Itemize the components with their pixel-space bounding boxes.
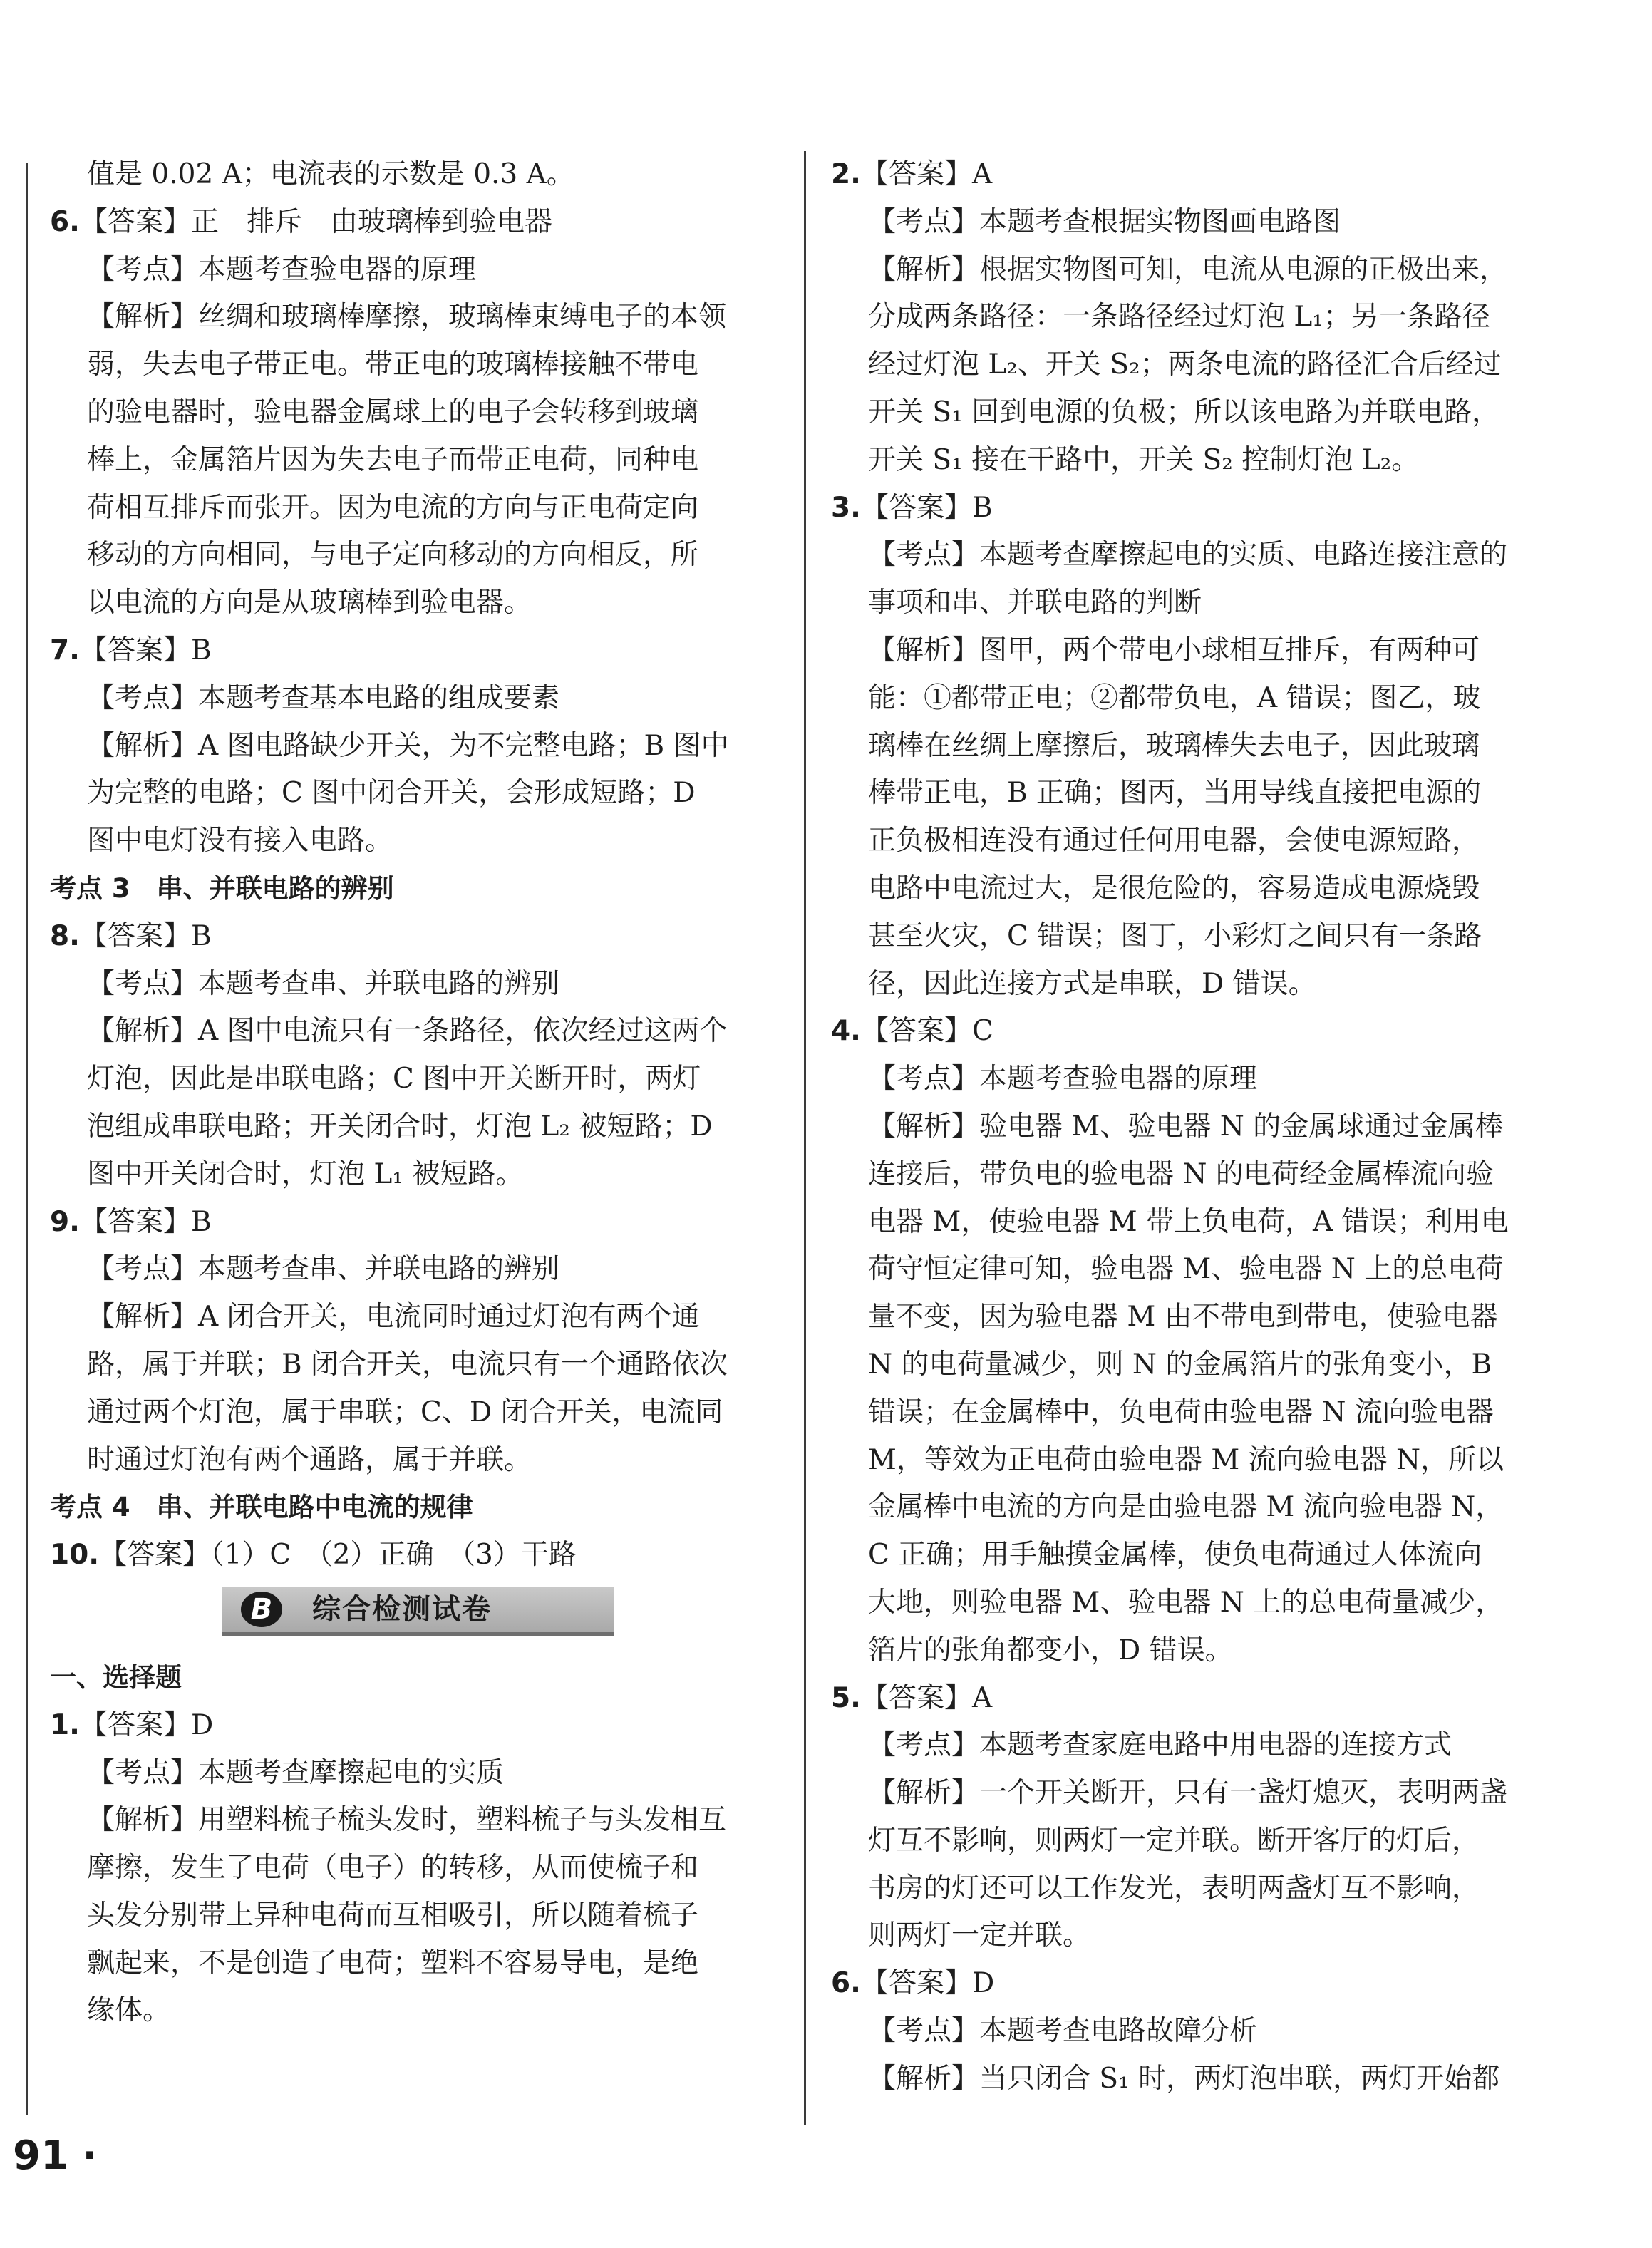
answer-line	[50, 1199, 770, 1247]
text-line: 为完整的电路；C 图中闭合开关，会形成短路；D	[87, 777, 696, 810]
text-line: 图中开关闭合时，灯泡 L₁ 被短路。	[87, 1157, 524, 1190]
section-b-icon: B	[241, 1592, 282, 1627]
answer-line	[831, 151, 1551, 199]
text-line: 值是 0.02 A；电流表的示数是 0.3 A。	[87, 158, 574, 190]
question-number: 3.	[831, 491, 861, 524]
text-line: 书房的灯还可以工作发光，表明两盏灯互不影响，	[868, 1872, 1480, 1904]
text-line: 连接后，带负电的验电器 N 的电荷经金属棒流向验	[868, 1157, 1494, 1190]
text-line: 以电流的方向是从玻璃棒到验电器。	[87, 587, 532, 619]
answer-line	[50, 1532, 770, 1579]
answer-text: 【答案】B	[79, 634, 212, 666]
label-line: 【解析】根据实物图可知，电流从电源的正极出来，	[868, 253, 1508, 286]
section-banner	[50, 1579, 770, 1654]
question-number: 6.	[831, 1967, 861, 2000]
section-heading: 考点 3 串、并联电路的辨别	[50, 872, 394, 904]
text-line: 电路中电流过大，是很危险的，容易造成电源烧毁	[868, 872, 1480, 904]
label-line: 【考点】本题考查电路故障分析	[868, 2015, 1258, 2048]
text-line: 的验电器时，验电器金属球上的电子会转移到玻璃	[87, 396, 699, 428]
question-number: 8.	[50, 919, 80, 952]
page-number: 91 ·	[13, 2133, 98, 2179]
answer-line	[50, 1702, 770, 1750]
text-line: 开关 S₁ 接在干路中，开关 S₂ 控制灯泡 L₂。	[868, 443, 1420, 476]
text-line: N 的电荷量减少，则 N 的金属箔片的张角变小，B	[868, 1348, 1492, 1381]
column-divider	[804, 151, 806, 2125]
answer-line	[831, 485, 1551, 532]
answer-text: 【答案】C	[860, 1015, 993, 1048]
answer-text: 【答案】D	[860, 1967, 995, 2000]
label-line: 【考点】本题考查基本电路的组成要素	[87, 681, 560, 714]
answer-text: 【答案】D	[79, 1708, 214, 1741]
question-number: 9.	[50, 1205, 80, 1238]
text-line: 灯泡，因此是串联电路；C 图中开关断开时，两灯	[87, 1063, 701, 1095]
section-heading: 一、选择题	[50, 1661, 182, 1693]
text-line: 时通过灯泡有两个通路，属于并联。	[87, 1443, 532, 1476]
text-line: 电器 M，使验电器 M 带上负电荷，A 错误；利用电	[868, 1205, 1509, 1238]
text-line: 则两灯一定并联。	[868, 1919, 1091, 1952]
text-line: 头发分别带上异种电荷而互相吸引，所以随着梳子	[87, 1899, 699, 1932]
label-line: 【考点】本题考查根据实物图画电路图	[868, 205, 1341, 238]
left-column	[50, 151, 770, 2035]
text-line: 璃棒在丝绸上摩擦后，玻璃棒失去电子，因此玻璃	[868, 729, 1480, 762]
question-number: 1.	[50, 1708, 80, 1741]
label-line: 【解析】一个开关断开，只有一盏灯熄灭，表明两盏	[868, 1777, 1508, 1810]
text-line: 错误；在金属棒中，负电荷由验电器 N 流向验电器	[868, 1396, 1494, 1428]
label-line: 【解析】用塑料梳子梳头发时，塑料梳子与头发相互	[87, 1804, 727, 1837]
question-number: 5.	[831, 1681, 861, 1714]
question-number: 6.	[50, 205, 80, 238]
label-line: 【考点】本题考查摩擦起电的实质	[87, 1756, 505, 1789]
label-line: 【解析】A 图电路缺少开关，为不完整电路；B 图中	[87, 729, 729, 762]
answer-line	[831, 1675, 1551, 1723]
text-line: 金属棒中电流的方向是由验电器 M 流向验电器 N，	[868, 1491, 1504, 1524]
text-line: 泡组成串联电路；开关闭合时，灯泡 L₂ 被短路；D	[87, 1110, 713, 1143]
answer-text: 【答案】A	[860, 1681, 993, 1714]
text-line: 能：①都带正电；②都带负电，A 错误；图乙，玻	[868, 681, 1481, 714]
answer-text: 【答案】A	[860, 158, 993, 190]
label-line: 【考点】本题考查验电器的原理	[87, 253, 477, 286]
text-line: 移动的方向相同，与电子定向移动的方向相反，所	[87, 539, 699, 572]
right-column	[831, 151, 1551, 2103]
text-line: 灯互不影响，则两灯一定并联。断开客厅的灯后，	[868, 1824, 1480, 1857]
left-margin-rule	[26, 163, 28, 2115]
answer-text: 【答案】B	[79, 1205, 212, 1238]
banner-title: 综合检测试卷	[312, 1592, 492, 1626]
text-line: 荷相互排斥而张开。因为电流的方向与正电荷定向	[87, 491, 699, 524]
text-line: 缘体。	[87, 1994, 171, 2027]
text-line: 通过两个灯泡，属于串联；C、D 闭合开关，电流同	[87, 1396, 723, 1428]
section-heading: 考点 4 串、并联电路中电流的规律	[50, 1492, 473, 1523]
answer-line	[50, 627, 770, 675]
text-line: M，等效为正电荷由验电器 M 流向验电器 N，所以	[868, 1443, 1504, 1476]
text-line: 正负极相连没有通过任何用电器，会使电源短路，	[868, 825, 1480, 857]
text-line: 开关 S₁ 回到电源的负极；所以该电路为并联电路，	[868, 396, 1500, 428]
banner-box	[222, 1587, 614, 1636]
answer-text: 【答案】（1）C （2）正确 （3）干路	[99, 1539, 577, 1572]
text-line: 甚至火灾，C 错误；图丁，小彩灯之间只有一条路	[868, 919, 1482, 952]
text-line: C 正确；用手触摸金属棒，使负电荷通过人体流向	[868, 1539, 1482, 1572]
text-line: 经过灯泡 L₂、开关 S₂；两条电流的路径汇合后经过	[868, 349, 1502, 381]
answer-line	[831, 1008, 1551, 1056]
answer-line	[831, 1960, 1551, 2008]
answer-text: 【答案】正 排斥 由玻璃棒到验电器	[79, 205, 552, 238]
question-number: 7.	[50, 634, 80, 666]
label-line: 【考点】本题考查验电器的原理	[868, 1063, 1258, 1095]
answer-text: 【答案】B	[79, 919, 212, 952]
label-line: 【考点】本题考查串、并联电路的辨别	[87, 967, 560, 1000]
text-line: 事项和串、并联电路的判断	[868, 587, 1202, 619]
label-line: 【解析】A 图中电流只有一条路径，依次经过这两个	[87, 1015, 728, 1048]
answer-text: 【答案】B	[860, 491, 993, 524]
answer-line	[50, 199, 770, 247]
text-line: 量不变，因为验电器 M 由不带电到带电，使验电器	[868, 1301, 1498, 1334]
text-line: 荷守恒定律可知，验电器 M、验电器 N 上的总电荷	[868, 1253, 1504, 1286]
label-line: 【考点】本题考查摩擦起电的实质、电路连接注意的	[868, 539, 1508, 572]
text-line: 摩擦，发生了电荷（电子）的转移，从而使梳子和	[87, 1852, 699, 1884]
text-line: 箔片的张角都变小，D 错误。	[868, 1634, 1233, 1666]
label-line: 【解析】A 闭合开关，电流同时通过灯泡有两个通	[87, 1301, 700, 1334]
text-line: 路，属于并联；B 闭合开关，电流只有一个通路依次	[87, 1348, 728, 1381]
text-line: 棒带正电，B 正确；图丙，当用导线直接把电源的	[868, 777, 1482, 810]
question-number: 10.	[50, 1539, 100, 1572]
answer-line	[50, 913, 770, 961]
text-line: 径，因此连接方式是串联，D 错误。	[868, 967, 1316, 1000]
label-line: 【考点】本题考查家庭电路中用电器的连接方式	[868, 1729, 1452, 1762]
text-line: 大地，则验电器 M、验电器 N 上的总电荷量减少，	[868, 1586, 1504, 1619]
text-line: 分成两条路径：一条路径经过灯泡 L₁；另一条路径	[868, 301, 1490, 334]
text-line: 图中电灯没有接入电路。	[87, 825, 393, 857]
label-line: 【解析】丝绸和玻璃棒摩擦，玻璃棒束缚电子的本领	[87, 301, 727, 334]
label-line: 【解析】图甲，两个带电小球相互排斥，有两种可	[868, 634, 1480, 666]
question-number: 4.	[831, 1015, 861, 1048]
question-number: 2.	[831, 158, 861, 190]
label-line: 【考点】本题考查串、并联电路的辨别	[87, 1253, 560, 1286]
text-line: 棒上，金属箔片因为失去电子而带正电荷，同种电	[87, 443, 699, 476]
label-line: 【解析】验电器 M、验电器 N 的金属球通过金属棒	[868, 1110, 1504, 1143]
text-line: 弱，失去电子带正电。带正电的玻璃棒接触不带电	[87, 349, 699, 381]
text-line: 飘起来，不是创造了电荷；塑料不容易导电，是绝	[87, 1947, 699, 1979]
label-line: 【解析】当只闭合 S₁ 时，两灯泡串联，两灯开始都	[868, 2062, 1500, 2095]
